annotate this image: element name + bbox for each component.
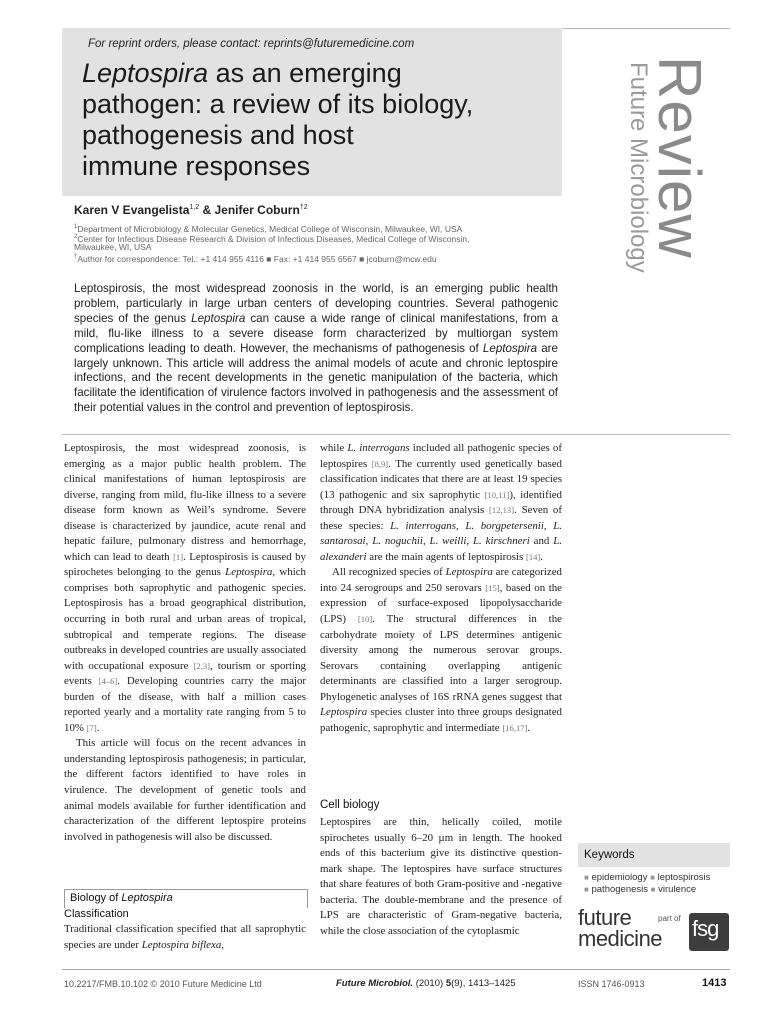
reprint-line: For reprint orders, please contact: reprints@futuremedicine.com	[88, 38, 415, 50]
bullet-icon: ■	[650, 885, 656, 894]
title-italic: Leptospira	[82, 58, 209, 88]
abstract-text-3: are largely unknown. This article will address the animal models of acute and chronic leptospire infections, and the recent developments in the genetic manipulation of the bacteria, which facilitate the identification of virulence factors involved in pathogenesis and the assessment of their potential values in the control and prevention of leptospirosis.	[74, 341, 558, 415]
keyword-link[interactable]: virulence	[658, 884, 697, 895]
bullet-icon: ■	[650, 873, 655, 882]
subheading-cell-biology: Cell biology	[320, 799, 380, 811]
footer-doi: 10.2217/FMB.10.102 © 2010 Future Medicine Ltd	[64, 979, 262, 989]
bullet-icon: ■	[584, 873, 589, 882]
author-line	[74, 203, 308, 217]
footer-volume: 5	[445, 978, 452, 989]
fsg-logo-text: fsg	[692, 916, 719, 941]
reference-link[interactable]: [16,17]	[502, 722, 528, 733]
abstract-text-1: Leptospirosis, the most widespread zoonosis in the world, is an emerging public health problem, particularly in large urban centers of developing countries. Several pathogenic species of the genus	[74, 282, 558, 325]
footer-citation: Future Microbiol. (2010) 5(9), 1413–1425	[336, 978, 516, 989]
section-heading-biology: Biology of Leptospira	[70, 892, 173, 904]
correspondence-line	[74, 252, 544, 264]
top-rule	[562, 28, 730, 29]
journal-name-vertical-text: Future Microbiology	[625, 62, 652, 273]
col1-paragraph-3: Traditional classification specified that all saprophytic species are under Leptospira biflexa,	[64, 923, 306, 951]
review-banner-text: Review	[646, 56, 713, 259]
body-column-2	[320, 441, 562, 736]
col2-paragraph-3: Leptospires are thin, helically coiled, motile spirochetes usually 6–20 µm in length. The hooked ends of this bacterium give its distinctive question-mark shape. The leptospires have surface structures that share features of both Gram-positive and -negative bacteria. The double-membrane and the presence of LPS are characteristic of Gram-negative bacteria, while the close association of the cytoplasmic	[320, 816, 562, 937]
future-medicine-logo-top: future	[578, 905, 632, 930]
reference-link[interactable]: [10]	[357, 614, 373, 625]
logo-part-of: part of	[658, 914, 681, 923]
keywords-line-1	[584, 872, 710, 883]
affiliation-1-sup: 1	[74, 224, 78, 230]
abstract-rule	[62, 434, 730, 435]
title-line3: pathogenesis and host	[82, 120, 354, 150]
footer-journal: Future Microbiol.	[336, 978, 414, 989]
keyword-link[interactable]: pathogenesis	[591, 884, 649, 895]
title-line2: pathogen: a review of its biology,	[82, 89, 474, 119]
journal-name-vertical	[618, 62, 658, 322]
col2-paragraph-1: while L. interrogans included all pathogenic species of leptospires [8,9]. The currently used genetically based classification indicates that there are at least 19 species (13 pathogenic and six saprophytic [10,11]), identified through DNA hybridization analysis [12,13]. Seven of these species: L. interrogans, L. borgpetersenii, L. santarosai, L. noguchii, L. weilli, L. kirschneri and L. alexanderi are the main agents of leptospirosis [14].	[320, 442, 563, 563]
footer-rule	[62, 969, 730, 970]
author-conj: &	[199, 203, 215, 217]
reference-link[interactable]: [15]	[485, 582, 500, 593]
keywords-line-2	[584, 884, 696, 895]
affiliation-2-text: Center for Infectious Disease Research & Division of Infectious Diseases, Medical College of Wisconsin,	[77, 233, 470, 244]
affiliation-2-cont: Milwaukee, WI, USA	[74, 242, 152, 252]
reference-link[interactable]: [1]	[173, 551, 184, 562]
author-2-sup: †2	[299, 204, 308, 211]
col1-paragraph-2: This article will focus on the recent advances in understanding leptospirosis pathogenesis; in particular, the different factors identified to have roles in virulence. The development of genetic tools and animal models available for further identification and characterization of the different leptospire proteins involved in pathogenesis will also be discussed.	[64, 737, 306, 843]
col2-paragraph-2: All recognized species of Leptospira are categorized into 24 serogroups and 250 serovars [15], based on the expression of surface-exposed lipopolysaccharide (LPS) [10]. The structural differences in the carbohydrate moiety of LPS determines antigenic diversity among the numerous serovar groups. Serovars containing overlapping antigenic determinants are classified into a larger serogroup. Phylogenetic analyses of 16S rRNA genes suggest that Leptospira species cluster into three groups designated pathogenic, saprophytic and intermediate [16,17].	[320, 566, 562, 734]
page-number: 1413	[702, 977, 727, 989]
affiliation-1-text: Department of Microbiology & Molecular Genetics, Medical College of Wisconsin, Milwaukee, WI, USA	[77, 223, 463, 234]
author-2: Jenifer Coburn	[214, 203, 300, 217]
body-column-1	[64, 441, 306, 845]
reference-link[interactable]: [8,9]	[371, 458, 389, 469]
bullet-icon: ■	[584, 885, 589, 894]
keyword-link[interactable]: leptospirosis	[657, 872, 711, 883]
abstract-text-2: can cause a wide range of clinical manifestations, from a mild, flu-like illness to a severe disease form characterized by multiorgan system complications leading to death. However, the mechanisms of pathogenesis of	[74, 311, 559, 355]
reference-link[interactable]: [7]	[86, 722, 97, 733]
footer-issn: ISSN 1746-0913	[578, 979, 645, 989]
future-medicine-logo-bottom: medicine	[578, 926, 663, 951]
abstract	[74, 282, 558, 416]
correspondence-text: Author for correspondence: Tel.: +1 414 955 4116 ■ Fax: +1 414 955 6567 ■ jcoburn@mcw.edu	[77, 253, 437, 264]
col1-paragraph-1: Leptospirosis, the most widespread zoonosis, is emerging as a major public health problem. The clinical manifestations of human leptospirosis are diverse, ranging from mild, flu-like illness to a severe disease form known as Weil’s syndrome. Severe disease is characterized by jaundice, acute renal and hepatic failure, pulmonary distress and hemorrhage, which can lead to death [1]. Leptospirosis is caused by spirochetes belonging to the genus Leptospira, which comprises both saprophytic and pathogenic species. Leptospirosis has a broad geographical distribution, occurring in both rural and urban areas of tropical, subtropical and temperate regions. The disease outbreaks in developed countries are usually associated with occupational exposure [2,3], tourism or sporting events [4–6]. Developing countries carry the major burden of the disease, with half a million cases reported yearly and a mortality rate ranging from 5 to 10% [7].	[64, 442, 307, 734]
title-line1: as an emerging	[208, 58, 402, 88]
subheading-classification: Classification	[64, 908, 129, 920]
keywords-title: Keywords	[584, 849, 635, 861]
reference-link[interactable]: [14]	[525, 551, 541, 562]
affiliation-2-sup: 2	[74, 234, 78, 240]
title-line4: immune responses	[82, 151, 311, 181]
abstract-italic-2: Leptospira	[482, 341, 538, 355]
reference-link[interactable]: [4–6]	[98, 676, 118, 687]
reference-link[interactable]: [12,13]	[489, 505, 515, 516]
correspondence-sup: †	[74, 254, 78, 260]
reference-link[interactable]: [10,11]	[484, 489, 510, 500]
abstract-italic-1: Leptospira	[191, 311, 246, 325]
keyword-link[interactable]: epidemiology	[591, 872, 648, 883]
author-1: Karen V Evangelista	[74, 203, 190, 217]
reference-link[interactable]: [2,3]	[193, 660, 210, 671]
author-1-sup: 1,2	[189, 204, 200, 211]
article-title	[82, 58, 552, 182]
